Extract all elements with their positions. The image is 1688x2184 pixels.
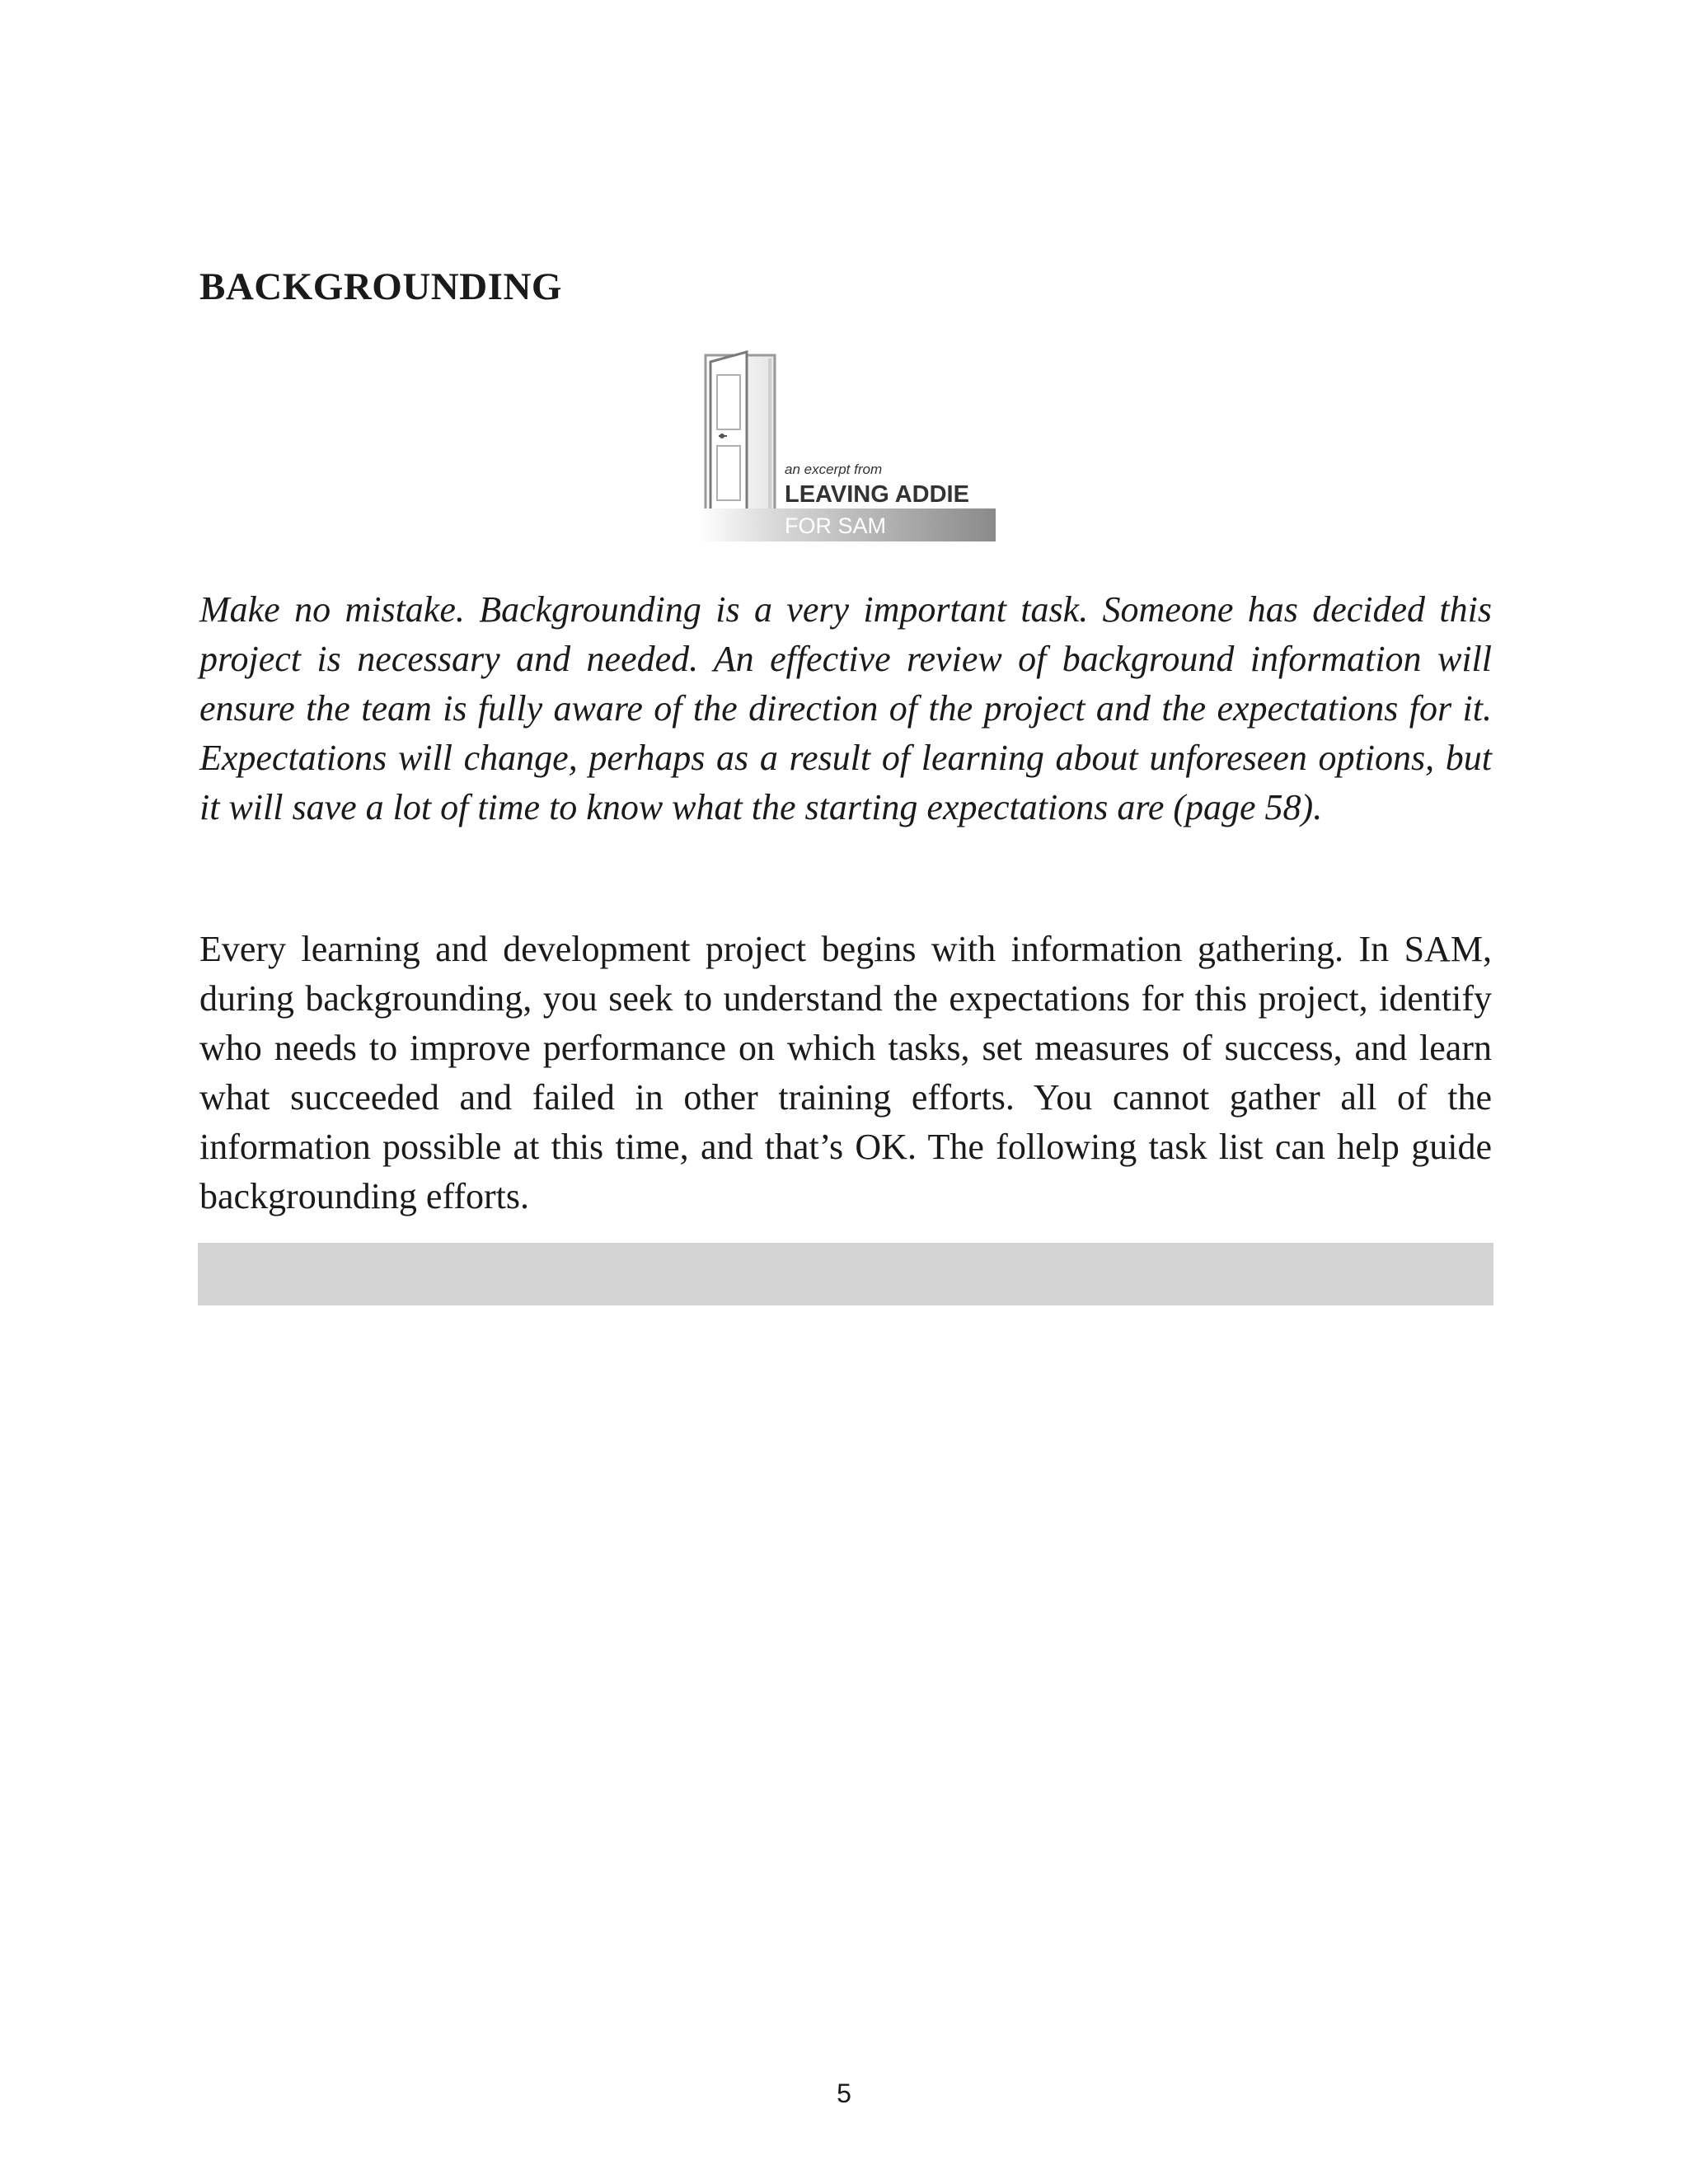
leaving-addie-logo [699, 350, 996, 541]
excerpt-quote: Make no mistake. Backgrounding is a very important task. Someone has decided this project is necessary and needed. An effective review of background information will ensure the team is fully aware of the direction of the project and the expectations for it. Expectations will change, perhaps as a result of learning about unforeseen options, but it will save a lot of time to know what the starting expectations are (page 58). [199, 589, 1492, 827]
page-number: 5 [837, 2079, 851, 2108]
logo-line2: LEAVING ADDIE [785, 481, 969, 508]
logo-line3: FOR SAM [785, 513, 887, 538]
body-paragraph: Every learning and development project begins with information gathering. In SAM, during backgrounding, you seek to understand the expectations for this project, identify who needs to improve performance on which tasks, set measures of success, and learn what succeeded and failed in other training efforts. You cannot gather all of the information possible at this time, and that’s OK. The following task list can help guide backgrounding efforts. [199, 929, 1492, 1216]
section-heading: BACKGROUNDING [199, 265, 562, 308]
task-list-header-bar [198, 1243, 1493, 1305]
logo-line1: an excerpt from [785, 462, 883, 477]
door-icon [706, 352, 775, 523]
